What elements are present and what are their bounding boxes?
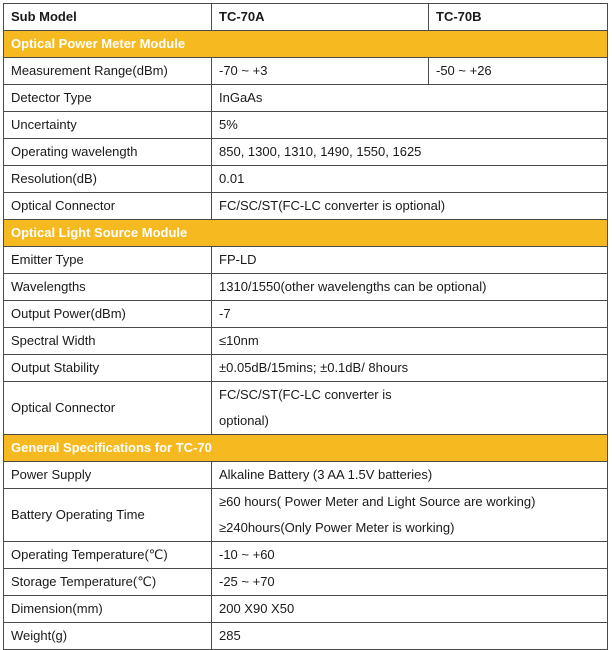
table-row bbox=[4, 596, 608, 623]
table-row bbox=[4, 355, 608, 382]
table-row bbox=[4, 274, 608, 301]
row-value: 5% bbox=[212, 112, 608, 139]
row-value: 285 bbox=[212, 623, 608, 650]
row-value: 0.01 bbox=[212, 166, 608, 193]
row-label: Optical Connector bbox=[4, 382, 212, 435]
header-row bbox=[4, 4, 608, 31]
row-label: Measurement Range(dBm) bbox=[4, 58, 212, 85]
row-value-line: FC/SC/ST(FC-LC converter is bbox=[219, 387, 392, 402]
row-label: Dimension(mm) bbox=[4, 596, 212, 623]
table-row bbox=[4, 166, 608, 193]
table-row bbox=[4, 328, 608, 355]
row-value-line: ≥60 hours( Power Meter and Light Source are working) bbox=[219, 494, 536, 509]
table-row bbox=[4, 462, 608, 489]
row-value: ±0.05dB/15mins; ±0.1dB/ 8hours bbox=[212, 355, 608, 382]
table-row bbox=[4, 542, 608, 569]
row-value: ≤10nm bbox=[212, 328, 608, 355]
row-label: Wavelengths bbox=[4, 274, 212, 301]
row-label: Detector Type bbox=[4, 85, 212, 112]
section-row-general-specifications bbox=[4, 435, 608, 462]
row-value: -10 ~ +60 bbox=[212, 542, 608, 569]
section-row-optical-power-meter bbox=[4, 31, 608, 58]
row-value: InGaAs bbox=[212, 85, 608, 112]
row-label: Resolution(dB) bbox=[4, 166, 212, 193]
table-row bbox=[4, 301, 608, 328]
row-value-tc-70b: -50 ~ +26 bbox=[429, 58, 608, 85]
spec-table bbox=[3, 3, 608, 650]
row-label: Storage Temperature(℃) bbox=[4, 569, 212, 596]
row-value bbox=[212, 489, 608, 542]
row-label: Output Power(dBm) bbox=[4, 301, 212, 328]
section-row-optical-light-source bbox=[4, 220, 608, 247]
row-label: Weight(g) bbox=[4, 623, 212, 650]
header-sub-model: Sub Model bbox=[4, 4, 212, 31]
row-label: Optical Connector bbox=[4, 193, 212, 220]
row-value-tc-70a: -70 ~ +3 bbox=[212, 58, 429, 85]
row-value-line: optional) bbox=[219, 413, 269, 428]
row-value: -25 ~ +70 bbox=[212, 569, 608, 596]
table-row bbox=[4, 112, 608, 139]
row-label: Output Stability bbox=[4, 355, 212, 382]
table-row bbox=[4, 623, 608, 650]
header-tc-70b: TC-70B bbox=[429, 4, 608, 31]
row-value: FC/SC/ST(FC-LC converter is optional) bbox=[212, 193, 608, 220]
header-tc-70a: TC-70A bbox=[212, 4, 429, 31]
row-value: 200 X90 X50 bbox=[212, 596, 608, 623]
row-value: 850, 1300, 1310, 1490, 1550, 1625 bbox=[212, 139, 608, 166]
row-value: 1310/1550(other wavelengths can be optional) bbox=[212, 274, 608, 301]
section-title: Optical Light Source Module bbox=[4, 220, 608, 247]
row-label: Spectral Width bbox=[4, 328, 212, 355]
table-row bbox=[4, 85, 608, 112]
row-label: Uncertainty bbox=[4, 112, 212, 139]
table-row bbox=[4, 569, 608, 596]
row-label: Operating Temperature(℃) bbox=[4, 542, 212, 569]
table-row bbox=[4, 139, 608, 166]
row-value: Alkaline Battery (3 AA 1.5V batteries) bbox=[212, 462, 608, 489]
row-label: Emitter Type bbox=[4, 247, 212, 274]
table-row bbox=[4, 247, 608, 274]
section-title: Optical Power Meter Module bbox=[4, 31, 608, 58]
row-value-line: ≥240hours(Only Power Meter is working) bbox=[219, 520, 455, 535]
table-row bbox=[4, 58, 608, 85]
table-row bbox=[4, 489, 608, 542]
row-value: -7 bbox=[212, 301, 608, 328]
row-value: FP-LD bbox=[212, 247, 608, 274]
row-label: Power Supply bbox=[4, 462, 212, 489]
row-label: Operating wavelength bbox=[4, 139, 212, 166]
section-title: General Specifications for TC-70 bbox=[4, 435, 608, 462]
row-value bbox=[212, 382, 608, 435]
table-row bbox=[4, 193, 608, 220]
row-label: Battery Operating Time bbox=[4, 489, 212, 542]
table-row bbox=[4, 382, 608, 435]
